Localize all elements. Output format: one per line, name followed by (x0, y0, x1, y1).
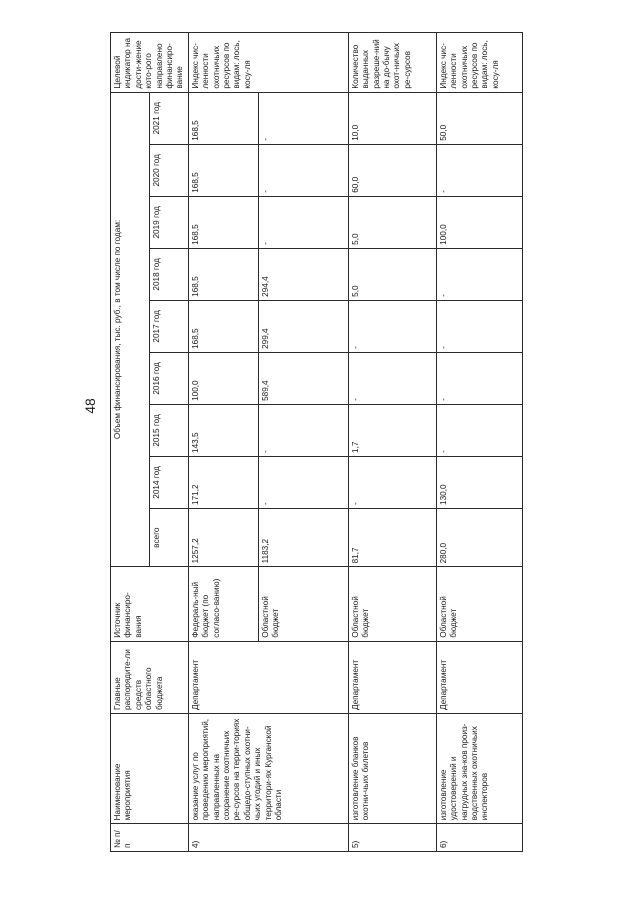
row-value: 143,5 (188, 404, 258, 456)
row-value: 168,5 (188, 92, 258, 144)
header-year: 2016 год (149, 352, 188, 404)
row-value: 5,0 (348, 248, 436, 300)
rotated-page (110, 32, 562, 852)
row-value: 171,2 (188, 456, 258, 508)
row-value: 60,0 (348, 144, 436, 196)
row-num: 6) (436, 824, 522, 852)
row-value: 50,0 (436, 92, 522, 144)
row-value: - (436, 300, 522, 352)
row-name: изготовление бланков охотни-чьих билетов (348, 713, 436, 823)
table-row (436, 33, 522, 852)
header-year: 2014 год (149, 456, 188, 508)
row-target: Количество выданных разреше-ний на до-бычу охот-ничьих ре-сурсов (348, 33, 436, 93)
row-value: 1,7 (348, 404, 436, 456)
header-total: всего (149, 508, 188, 566)
row-value: - (348, 352, 436, 404)
row-value: 130,0 (436, 456, 522, 508)
header-num: № п/п (111, 824, 189, 852)
header-source: Источник финансиро-вания (111, 567, 189, 641)
funding-table (110, 32, 523, 852)
header-funding-group: Объем финансирования, тыс. руб., в том числе по годам: (111, 92, 150, 567)
row-value: - (436, 144, 522, 196)
header-year: 2018 год (149, 248, 188, 300)
row-target: Индекс чис-ленности охотничьих ресурсов по видам: лось, косу-ля (188, 33, 348, 93)
row-value: 294,4 (258, 248, 348, 300)
row-value: 168,5 (188, 196, 258, 248)
row-value: - (258, 92, 348, 144)
header-year: 2021 год (149, 92, 188, 144)
header-row-1 (111, 33, 150, 852)
header-year: 2017 год (149, 300, 188, 352)
row-value: - (258, 196, 348, 248)
table-row (188, 33, 258, 852)
page-number: 48 (82, 398, 98, 414)
row-value: 100,0 (188, 352, 258, 404)
row-value: 168,5 (188, 300, 258, 352)
row-admin: Департамент (188, 641, 348, 713)
row-total: 280,0 (436, 508, 522, 566)
row-admin: Департамент (348, 641, 436, 713)
row-value: - (436, 404, 522, 456)
row-value: - (436, 352, 522, 404)
row-target: Индекс чис-ленности охотничьих ресурсов по видам: лось, косу-ля (436, 33, 522, 93)
row-value: 299,4 (258, 300, 348, 352)
row-value: - (258, 404, 348, 456)
row-num: 5) (348, 824, 436, 852)
row-source: Областной бюджет (436, 567, 522, 641)
row-admin: Департамент (436, 641, 522, 713)
header-year: 2020 год (149, 144, 188, 196)
row-value: 168,5 (188, 248, 258, 300)
row-value: 168,5 (188, 144, 258, 196)
header-target: Целевой индикатор на дости-жение кото-рого направлено финансиро-вание (111, 33, 189, 93)
row-name: оказание услуг по проведению мероприятий, направленных на сохранение охотничьих ре-сурсов на терри-ториях общедо-ступных охотни-чьих угодий и иных территори-ях Курганской области (188, 713, 348, 823)
row-total: 1257,2 (188, 508, 258, 566)
row-name: изготовление удостоверений и нагрудных зна-ков произ-водственных охотничьих инспекторов (436, 713, 522, 823)
row-source: Областной бюджет (258, 567, 348, 641)
row-value: 100,0 (436, 196, 522, 248)
row-value: - (348, 456, 436, 508)
row-value: - (258, 456, 348, 508)
row-source: Федераль-ный бюджет (по согласо-ванию) (188, 567, 258, 641)
row-value: - (348, 300, 436, 352)
header-year: 2015 год (149, 404, 188, 456)
row-value: - (436, 248, 522, 300)
row-value: 5,0 (348, 196, 436, 248)
row-source: Областной бюджет (348, 567, 436, 641)
header-year: 2019 год (149, 196, 188, 248)
row-value: - (258, 144, 348, 196)
table-row (348, 33, 436, 852)
row-num: 4) (188, 824, 348, 852)
header-name: Наименование мероприятия (111, 713, 189, 823)
row-total: 1183,2 (258, 508, 348, 566)
row-value: 589,4 (258, 352, 348, 404)
header-admin: Главные распорядите-ли средств областного бюджета (111, 641, 189, 713)
row-total: 81,7 (348, 508, 436, 566)
row-value: 10,0 (348, 92, 436, 144)
